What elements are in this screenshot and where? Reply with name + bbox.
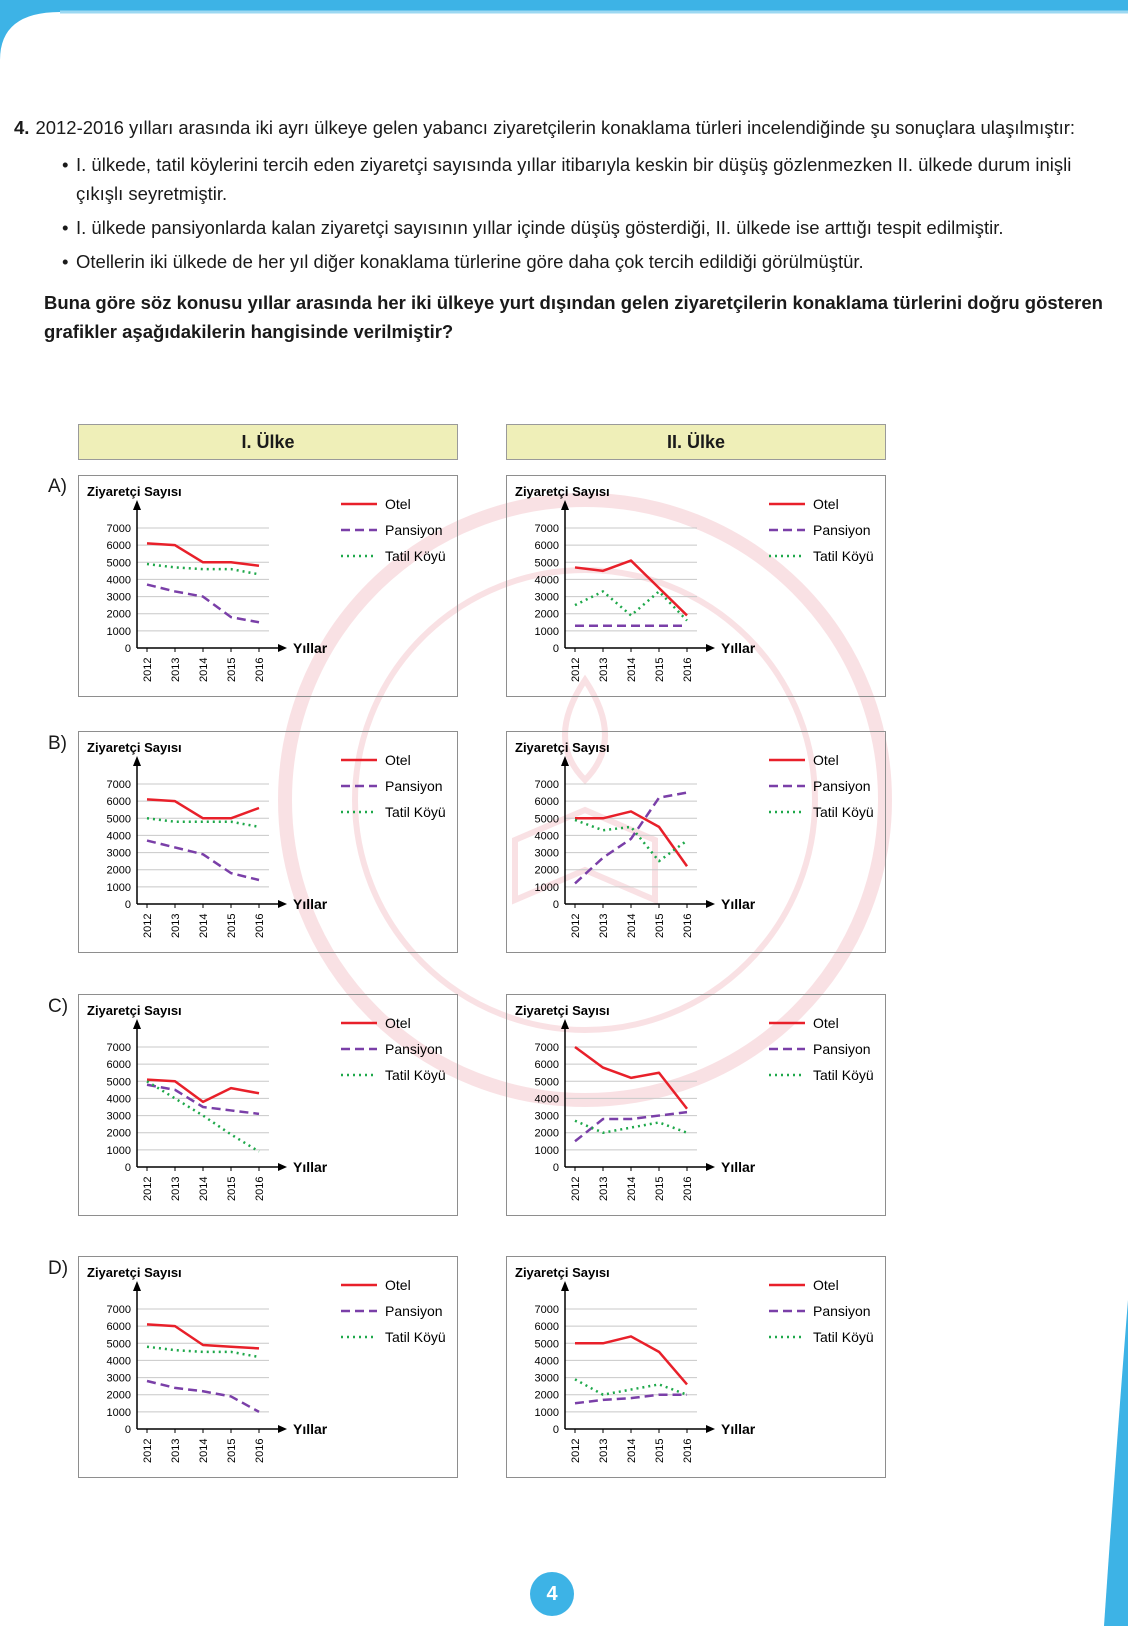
x-tick-label: 2015 xyxy=(654,913,666,938)
series-line-tatil-koyu xyxy=(575,591,687,620)
legend-label: Tatil Köyü xyxy=(813,804,874,820)
x-tick-label: 2016 xyxy=(682,1438,694,1463)
legend-label: Otel xyxy=(813,1015,839,1031)
axis-title-x: Yıllar xyxy=(293,1159,328,1175)
axis-title-y: Ziyaretçi Sayısı xyxy=(87,740,182,755)
x-tick-label: 2016 xyxy=(682,913,694,938)
x-axis-arrow xyxy=(278,900,287,908)
y-tick-label: 5000 xyxy=(534,1338,559,1351)
axis-title-x: Yıllar xyxy=(293,896,328,912)
axis-title-y: Ziyaretçi Sayısı xyxy=(515,1003,610,1018)
x-tick-label: 2015 xyxy=(226,913,238,938)
y-tick-label: 1000 xyxy=(106,625,131,638)
y-tick-label: 2000 xyxy=(534,1127,559,1140)
y-tick-label: 1000 xyxy=(106,881,131,894)
x-tick-label: 2012 xyxy=(570,913,582,938)
y-tick-label: 7000 xyxy=(106,1042,131,1054)
legend-label: Tatil Köyü xyxy=(813,548,874,564)
y-tick-label: 6000 xyxy=(534,796,559,809)
x-tick-label: 2013 xyxy=(598,913,610,938)
line-chart xyxy=(507,995,887,1217)
y-tick-label: 4000 xyxy=(106,574,131,587)
legend-label: Otel xyxy=(385,496,411,512)
y-axis-arrow xyxy=(133,1281,141,1291)
chart-panel-c-country-2 xyxy=(506,994,886,1216)
y-tick-label: 4000 xyxy=(106,1093,131,1106)
y-tick-label: 6000 xyxy=(534,1059,559,1072)
y-tick-label: 0 xyxy=(552,643,559,655)
series-line-pansiyon xyxy=(147,841,259,880)
legend-label: Pansiyon xyxy=(385,522,443,538)
x-tick-label: 2015 xyxy=(654,1176,666,1201)
legend-label: Pansiyon xyxy=(385,778,443,794)
y-tick-label: 3000 xyxy=(106,591,131,604)
question-intro: 2012-2016 yılları arasında iki ayrı ülkeye gelen yabancı ziyaretçilerin konaklama türleri incelendiğinde şu sonuçlara ulaşılmıştır: xyxy=(35,117,1076,138)
x-tick-label: 2014 xyxy=(198,1176,210,1201)
series-line-otel xyxy=(575,561,687,616)
y-tick-label: 6000 xyxy=(106,1321,131,1334)
series-line-tatil-koyu xyxy=(147,1081,259,1151)
y-tick-label: 2000 xyxy=(106,1127,131,1140)
series-line-tatil-koyu xyxy=(575,1379,687,1394)
option-label-b[interactable]: B) xyxy=(48,733,67,754)
x-tick-label: 2014 xyxy=(198,1438,210,1463)
y-tick-label: 0 xyxy=(124,643,131,655)
x-tick-label: 2014 xyxy=(626,657,638,682)
y-tick-label: 2000 xyxy=(534,1389,559,1402)
x-tick-label: 2016 xyxy=(254,1438,266,1463)
series-line-otel xyxy=(575,1047,687,1109)
axis-title-x: Yıllar xyxy=(721,1421,756,1437)
legend-label: Pansiyon xyxy=(813,522,871,538)
y-axis-arrow xyxy=(561,756,569,766)
y-tick-label: 5000 xyxy=(534,557,559,570)
legend-label: Pansiyon xyxy=(385,1041,443,1057)
line-chart xyxy=(79,995,459,1217)
y-tick-label: 1000 xyxy=(106,1144,131,1157)
y-tick-label: 2000 xyxy=(106,1389,131,1402)
condition-item: • I. ülkede pansiyonlarda kalan ziyaretçi sayısının yıllar içinde düşüş gösterdiği, II. ülkede ise arttığı tespit edilmiştir. xyxy=(76,213,1114,242)
chart-panel-a-country-2 xyxy=(506,475,886,697)
condition-item: • Otellerin iki ülkede de her yıl diğer konaklama türlerine göre daha çok tercih edildiği görülmüştür. xyxy=(76,247,1114,276)
chart-panel-b-country-1 xyxy=(78,731,458,953)
y-axis-arrow xyxy=(133,756,141,766)
axis-title-x: Yıllar xyxy=(721,1159,756,1175)
y-axis-arrow xyxy=(133,1019,141,1029)
y-tick-label: 7000 xyxy=(106,1304,131,1316)
y-axis-arrow xyxy=(133,500,141,510)
x-tick-label: 2013 xyxy=(170,1438,182,1463)
series-line-otel xyxy=(147,799,259,818)
x-tick-label: 2014 xyxy=(626,1176,638,1201)
y-tick-label: 4000 xyxy=(534,574,559,587)
x-axis-arrow xyxy=(706,900,715,908)
x-tick-label: 2012 xyxy=(570,1176,582,1201)
y-tick-label: 2000 xyxy=(106,608,131,621)
x-tick-label: 2014 xyxy=(626,913,638,938)
line-chart xyxy=(79,476,459,698)
chart-panel-d-country-1 xyxy=(78,1256,458,1478)
x-tick-label: 2015 xyxy=(654,657,666,682)
y-tick-label: 1000 xyxy=(534,625,559,638)
y-tick-label: 3000 xyxy=(106,1110,131,1123)
x-tick-label: 2012 xyxy=(142,1176,154,1201)
question-block xyxy=(14,113,1114,346)
legend-label: Tatil Köyü xyxy=(385,548,446,564)
y-axis-arrow xyxy=(561,1019,569,1029)
y-tick-label: 3000 xyxy=(534,1110,559,1123)
y-tick-label: 4000 xyxy=(106,830,131,843)
legend-label: Tatil Köyü xyxy=(385,804,446,820)
y-tick-label: 6000 xyxy=(534,1321,559,1334)
x-tick-label: 2012 xyxy=(570,1438,582,1463)
series-line-pansiyon xyxy=(147,1381,259,1412)
x-tick-label: 2012 xyxy=(142,657,154,682)
y-tick-label: 6000 xyxy=(534,540,559,553)
y-tick-label: 4000 xyxy=(534,1093,559,1106)
x-axis-arrow xyxy=(706,1425,715,1433)
x-tick-label: 2013 xyxy=(598,657,610,682)
y-tick-label: 7000 xyxy=(106,779,131,791)
x-tick-label: 2016 xyxy=(254,657,266,682)
y-tick-label: 7000 xyxy=(534,523,559,535)
y-tick-label: 0 xyxy=(552,1162,559,1174)
y-tick-label: 7000 xyxy=(534,779,559,791)
chart-panel-a-country-1 xyxy=(78,475,458,697)
series-line-pansiyon xyxy=(575,1395,687,1404)
y-tick-label: 0 xyxy=(124,1424,131,1436)
y-tick-label: 3000 xyxy=(534,847,559,860)
x-axis-arrow xyxy=(706,1163,715,1171)
x-axis-arrow xyxy=(278,1425,287,1433)
y-tick-label: 1000 xyxy=(534,1144,559,1157)
legend-label: Otel xyxy=(813,752,839,768)
x-tick-label: 2013 xyxy=(170,913,182,938)
y-tick-label: 0 xyxy=(552,899,559,911)
top-decor-band xyxy=(0,0,1128,60)
option-label-d[interactable]: D) xyxy=(48,1258,69,1279)
y-tick-label: 1000 xyxy=(534,881,559,894)
option-label-c[interactable]: C) xyxy=(48,996,69,1017)
question-prompt: Buna göre söz konusu yıllar arasında her iki ülkeye yurt dışından gelen ziyaretçilerin konaklama türlerini doğru gösteren grafikler aşağıdakilerin hangisinde verilmiştir? xyxy=(44,292,1103,342)
legend-label: Tatil Köyü xyxy=(385,1329,446,1345)
column-header-country-2: II. Ülke xyxy=(506,424,886,460)
y-tick-label: 5000 xyxy=(106,557,131,570)
y-tick-label: 5000 xyxy=(106,813,131,826)
chart-panel-c-country-1 xyxy=(78,994,458,1216)
y-tick-label: 4000 xyxy=(534,830,559,843)
x-axis-arrow xyxy=(278,644,287,652)
y-tick-label: 5000 xyxy=(534,1076,559,1089)
series-line-pansiyon xyxy=(575,1112,687,1141)
legend-label: Otel xyxy=(813,496,839,512)
y-tick-label: 1000 xyxy=(534,1406,559,1419)
y-tick-label: 2000 xyxy=(534,864,559,877)
y-tick-label: 2000 xyxy=(106,864,131,877)
axis-title-y: Ziyaretçi Sayısı xyxy=(515,740,610,755)
y-tick-label: 4000 xyxy=(534,1355,559,1368)
x-tick-label: 2013 xyxy=(598,1438,610,1463)
x-tick-label: 2013 xyxy=(170,657,182,682)
legend-label: Pansiyon xyxy=(385,1303,443,1319)
x-tick-label: 2016 xyxy=(682,657,694,682)
axis-title-y: Ziyaretçi Sayısı xyxy=(515,1265,610,1280)
y-tick-label: 5000 xyxy=(534,813,559,826)
x-tick-label: 2013 xyxy=(170,1176,182,1201)
x-tick-label: 2012 xyxy=(570,657,582,682)
y-tick-label: 0 xyxy=(552,1424,559,1436)
x-tick-label: 2015 xyxy=(226,657,238,682)
y-tick-label: 7000 xyxy=(534,1042,559,1054)
y-tick-label: 3000 xyxy=(106,1372,131,1385)
x-tick-label: 2012 xyxy=(142,913,154,938)
line-chart xyxy=(79,1257,459,1479)
axis-title-x: Yıllar xyxy=(721,640,756,656)
y-tick-label: 3000 xyxy=(106,847,131,860)
y-tick-label: 6000 xyxy=(106,796,131,809)
legend-label: Tatil Köyü xyxy=(813,1329,874,1345)
chart-panel-b-country-2 xyxy=(506,731,886,953)
x-tick-label: 2016 xyxy=(254,1176,266,1201)
y-tick-label: 3000 xyxy=(534,1372,559,1385)
chart-panel-d-country-2 xyxy=(506,1256,886,1478)
series-line-pansiyon xyxy=(147,585,259,623)
legend-label: Pansiyon xyxy=(813,1041,871,1057)
axis-title-y: Ziyaretçi Sayısı xyxy=(87,1003,182,1018)
y-tick-label: 1000 xyxy=(106,1406,131,1419)
axis-title-y: Ziyaretçi Sayısı xyxy=(87,484,182,499)
x-tick-label: 2015 xyxy=(654,1438,666,1463)
column-header-country-1: I. Ülke xyxy=(78,424,458,460)
y-tick-label: 5000 xyxy=(106,1338,131,1351)
y-tick-label: 7000 xyxy=(534,1304,559,1316)
series-line-tatil-koyu xyxy=(147,818,259,827)
x-tick-label: 2015 xyxy=(226,1176,238,1201)
x-tick-label: 2016 xyxy=(682,1176,694,1201)
legend-label: Otel xyxy=(385,1015,411,1031)
legend-label: Pansiyon xyxy=(813,1303,871,1319)
question-number: 4. xyxy=(14,117,30,138)
series-line-otel xyxy=(147,1324,259,1348)
axis-title-y: Ziyaretçi Sayısı xyxy=(87,1265,182,1280)
y-tick-label: 0 xyxy=(124,1162,131,1174)
line-chart xyxy=(507,732,887,954)
y-tick-label: 6000 xyxy=(106,540,131,553)
x-tick-label: 2015 xyxy=(226,1438,238,1463)
axis-title-x: Yıllar xyxy=(293,640,328,656)
axis-title-y: Ziyaretçi Sayısı xyxy=(515,484,610,499)
y-tick-label: 2000 xyxy=(534,608,559,621)
x-tick-label: 2013 xyxy=(598,1176,610,1201)
legend-label: Pansiyon xyxy=(813,778,871,794)
x-tick-label: 2014 xyxy=(198,657,210,682)
legend-label: Tatil Köyü xyxy=(385,1067,446,1083)
y-tick-label: 6000 xyxy=(106,1059,131,1072)
x-tick-label: 2014 xyxy=(626,1438,638,1463)
axis-title-x: Yıllar xyxy=(721,896,756,912)
line-chart xyxy=(79,732,459,954)
x-tick-label: 2012 xyxy=(142,1438,154,1463)
y-tick-label: 4000 xyxy=(106,1355,131,1368)
x-axis-arrow xyxy=(706,644,715,652)
legend-label: Tatil Köyü xyxy=(813,1067,874,1083)
page-number-badge: 4 xyxy=(530,1572,574,1616)
condition-list xyxy=(14,150,1114,276)
y-axis-arrow xyxy=(561,1281,569,1291)
x-tick-label: 2016 xyxy=(254,913,266,938)
legend-label: Otel xyxy=(385,752,411,768)
y-axis-arrow xyxy=(561,500,569,510)
x-axis-arrow xyxy=(278,1163,287,1171)
axis-title-x: Yıllar xyxy=(293,1421,328,1437)
legend-label: Otel xyxy=(813,1277,839,1293)
legend-label: Otel xyxy=(385,1277,411,1293)
right-decor-band xyxy=(1068,1300,1128,1626)
line-chart xyxy=(507,476,887,698)
condition-item: • I. ülkede, tatil köylerini tercih eden ziyaretçi sayısında yıllar itibarıyla keskin bir düşüş gözlenmezken II. ülkede durum inişli çıkışlı seyretmiştir. xyxy=(76,150,1114,208)
y-tick-label: 3000 xyxy=(534,591,559,604)
line-chart xyxy=(507,1257,887,1479)
option-label-a[interactable]: A) xyxy=(48,476,67,497)
y-tick-label: 5000 xyxy=(106,1076,131,1089)
y-tick-label: 0 xyxy=(124,899,131,911)
y-tick-label: 7000 xyxy=(106,523,131,535)
series-line-tatil-koyu xyxy=(147,564,259,574)
x-tick-label: 2014 xyxy=(198,913,210,938)
